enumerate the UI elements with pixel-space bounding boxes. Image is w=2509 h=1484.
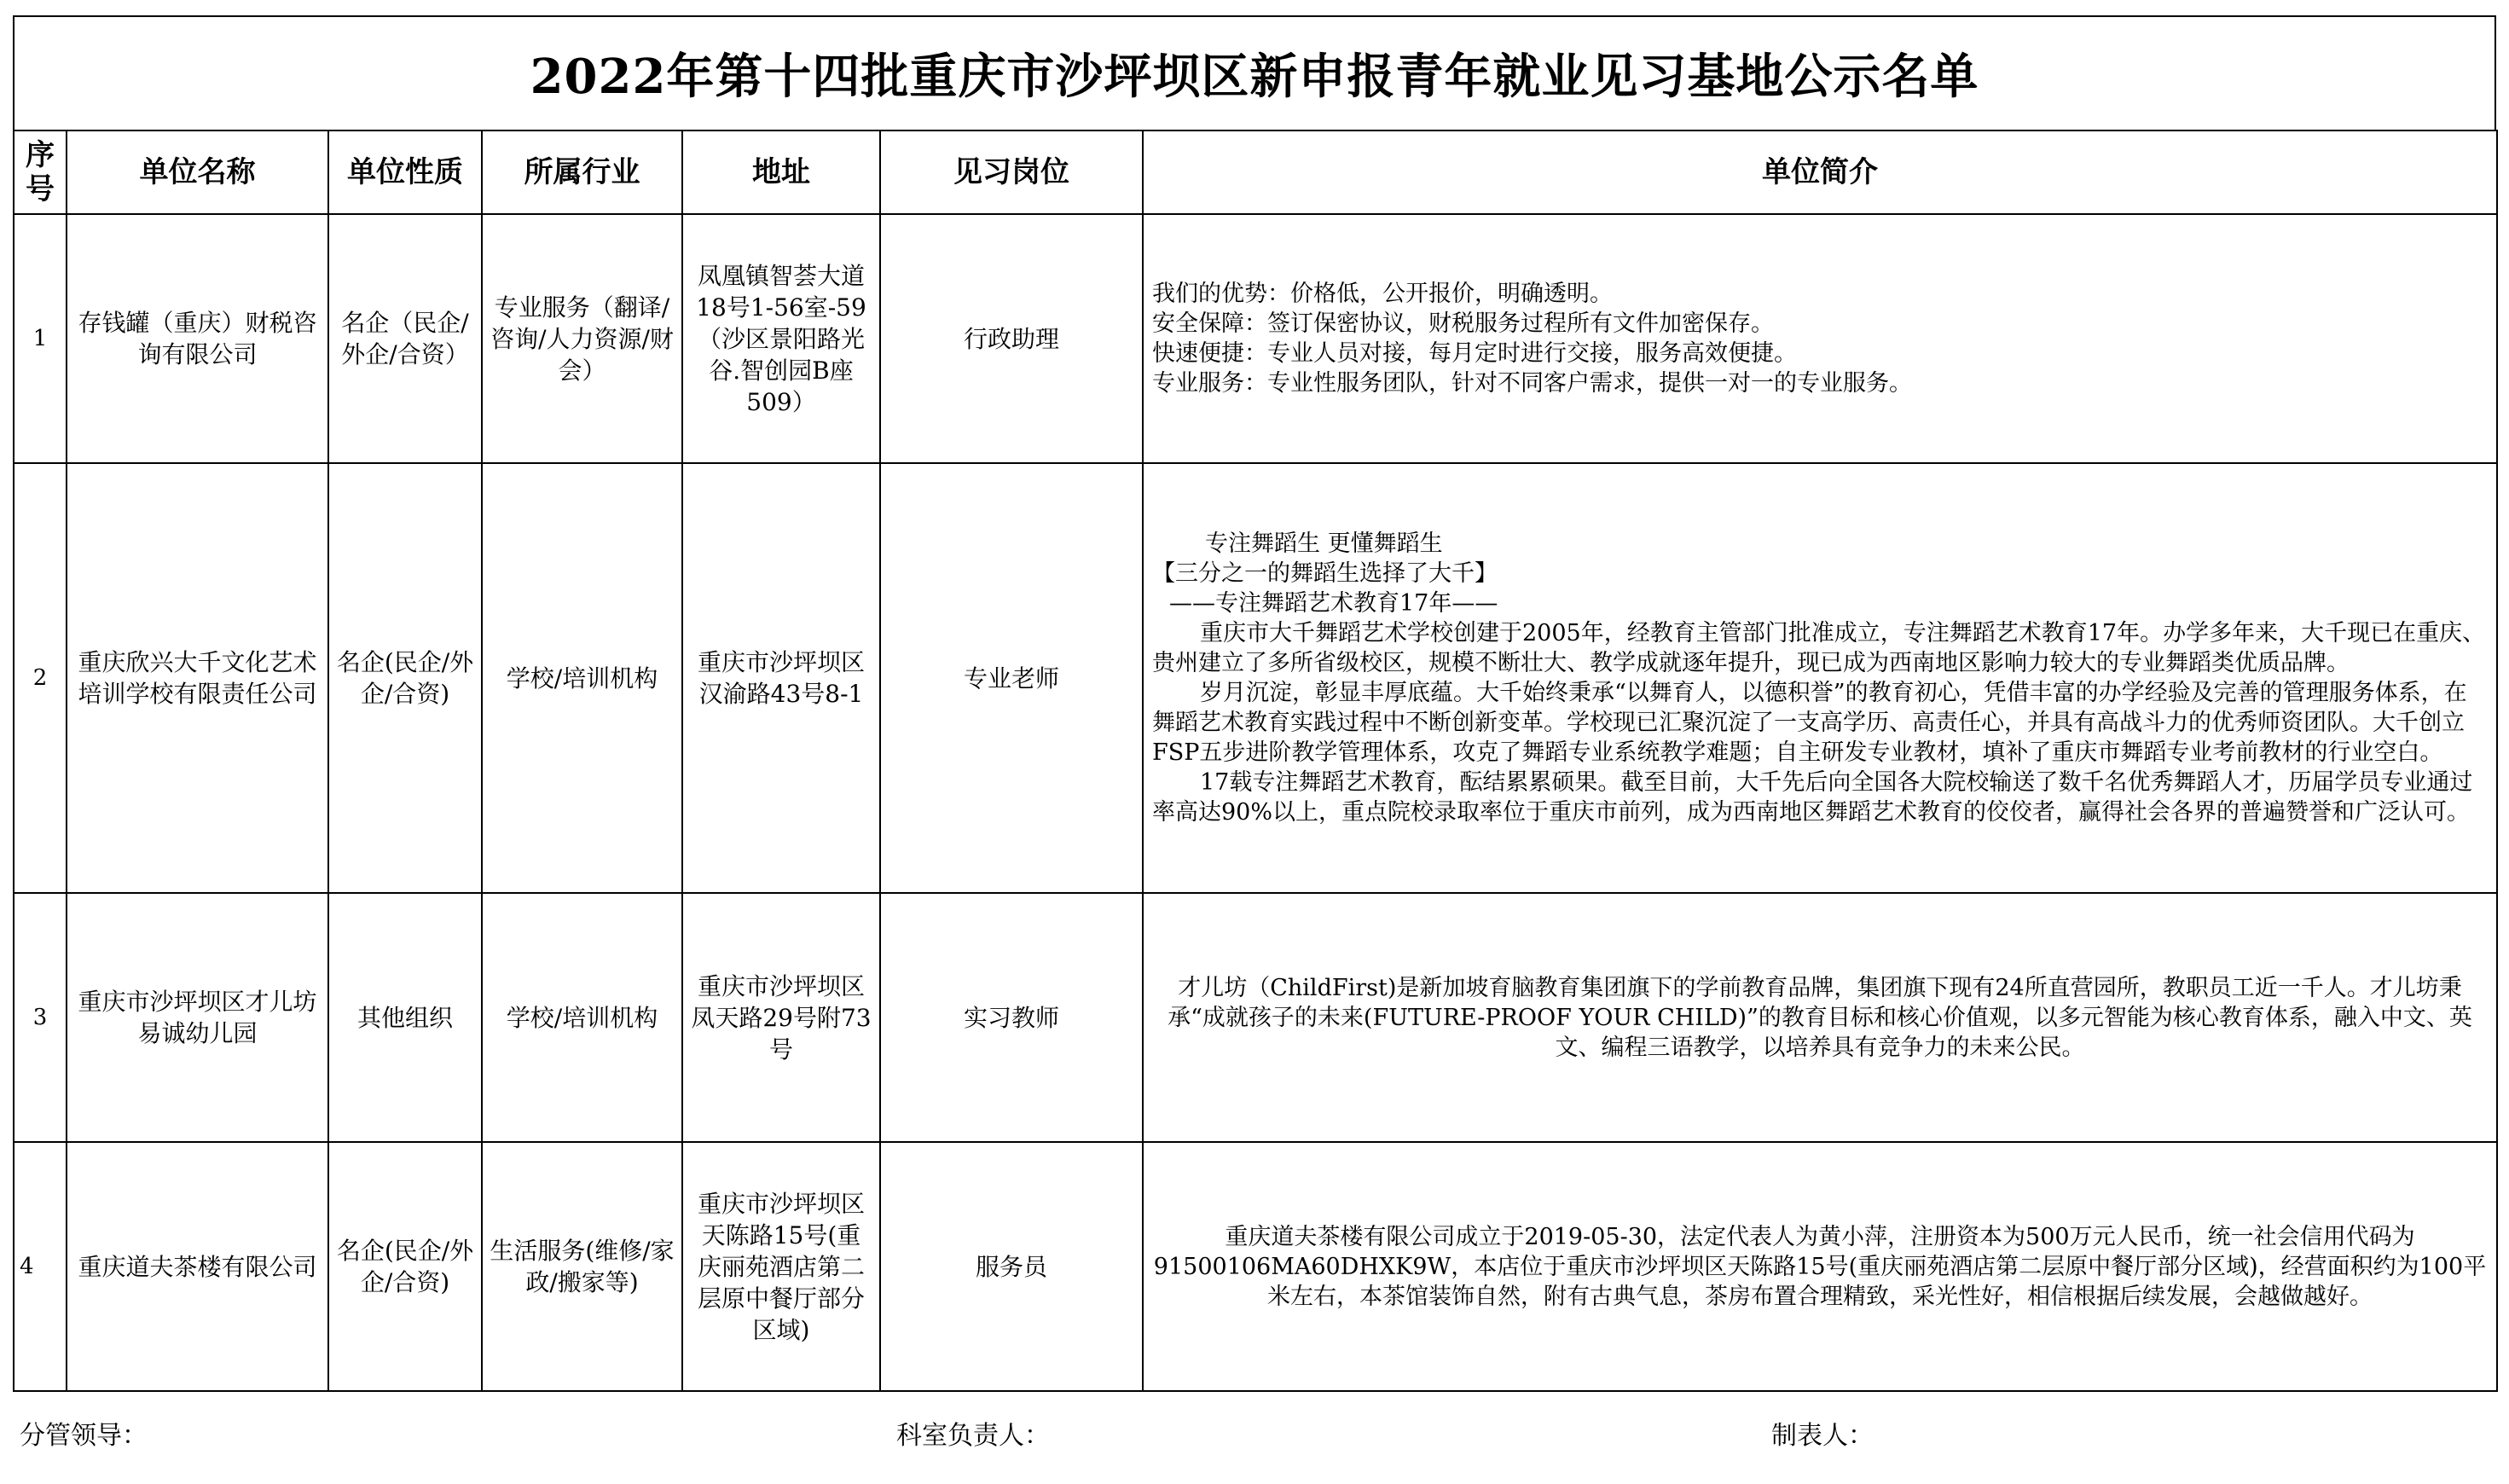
- row-nature: 名企(民企/外企/合资): [328, 463, 482, 893]
- row-index: 3: [14, 893, 67, 1142]
- table-row: [14, 214, 2497, 463]
- row-intro: [1143, 1142, 2497, 1391]
- intro-line: 快速便捷：专业人员对接，每月定时进行交接，服务高效便捷。: [1152, 340, 1797, 367]
- row-position: 服务员: [880, 1142, 1143, 1391]
- footer-section-head: 科室负责人：: [896, 1421, 1050, 1451]
- intro-line: 安全保障：签订保密协议，财税服务过程所有文件加密保存。: [1152, 310, 1774, 337]
- row-intro: [1143, 214, 2497, 463]
- row-name: 重庆市沙坪坝区才儿坊易诚幼儿园: [67, 893, 328, 1142]
- intro-line: ——专注舞蹈艺术教育17年——: [1169, 590, 1498, 617]
- row-name: 存钱罐（重庆）财税咨询有限公司: [67, 214, 328, 463]
- header-industry: 所属行业: [482, 130, 682, 214]
- document-title: 2022年第十四批重庆市沙坪坝区新申报青年就业见习基地公示名单: [13, 15, 2496, 130]
- row-position: 实习教师: [880, 893, 1143, 1142]
- header-position: 见习岗位: [880, 130, 1143, 214]
- row-nature: 名企(民企/外企/合资): [328, 1142, 482, 1391]
- row-address: 凤凰镇智荟大道18号1-56室-59（沙区景阳路光谷.智创园B座509）: [682, 214, 880, 463]
- footer-preparer: 制表人：: [1771, 1421, 1874, 1451]
- row-name: 重庆道夫茶楼有限公司: [67, 1142, 328, 1391]
- intro-line: 专业服务：专业性服务团队，针对不同客户需求，提供一对一的专业服务。: [1152, 370, 1912, 397]
- row-index: 2: [14, 463, 67, 893]
- table-row: [14, 1142, 2497, 1391]
- row-nature: 其他组织: [328, 893, 482, 1142]
- intro-line: 重庆市大千舞蹈艺术学校创建于2005年，经教育主管部门批准成立，专注舞蹈艺术教育17年。办学多年来，大千现已在重庆、贵州建立了多所省级校区，规模不断壮大、教学成就逐年提升，现已成为西南地区影响力较大的专业舞蹈类优质品牌。: [1152, 620, 2486, 676]
- row-name: 重庆欣兴大千文化艺术培训学校有限责任公司: [67, 463, 328, 893]
- row-nature: 名企（民企/外企/合资）: [328, 214, 482, 463]
- row-position: 行政助理: [880, 214, 1143, 463]
- row-industry: 生活服务(维修/家政/搬家等): [482, 1142, 682, 1391]
- signature-footer: [13, 1392, 2496, 1469]
- table-row: [14, 893, 2497, 1142]
- intro-line: 我们的优势：价格低，公开报价，明确透明。: [1152, 281, 1613, 307]
- header-address: 地址: [682, 130, 880, 214]
- row-position: 专业老师: [880, 463, 1143, 893]
- row-intro: [1143, 463, 2497, 893]
- header-row: [14, 130, 2497, 214]
- intro-line: 17载专注舞蹈艺术教育，酝结累累硕果。截至目前，大千先后向全国各大院校输送了数千名优秀舞蹈人才，历届学员专业通过率高达90%以上，重点院校录取率位于重庆市前列，成为西南地区舞蹈艺术教育的佼佼者，赢得社会各界的普遍赞誉和广泛认可。: [1152, 769, 2473, 826]
- row-intro: [1143, 893, 2497, 1142]
- intro-line: 才儿坊（ChildFirst)是新加坡育脑教育集团旗下的学前教育品牌，集团旗下现有24所直营园所，教职员工近一千人。才儿坊秉承“成就孩子的未来(FUTURE-PROOF YOUR CHILD)”的教育目标和核心价值观，以多元智能为核心教育体系，融入中文、英文、编程三语教学，以培养具有竞争力的未来公民。: [1168, 974, 2472, 1061]
- listing-table: [13, 130, 2498, 1392]
- row-industry: 学校/培训机构: [482, 893, 682, 1142]
- row-address: 重庆市沙坪坝区天陈路15号(重庆丽苑酒店第二层原中餐厅部分区域): [682, 1142, 880, 1391]
- row-index: 4: [14, 1142, 67, 1391]
- row-address: 重庆市沙坪坝区汉渝路43号8-1: [682, 463, 880, 893]
- footer-leader: 分管领导：: [20, 1421, 148, 1451]
- row-index: 1: [14, 214, 67, 463]
- row-industry: 学校/培训机构: [482, 463, 682, 893]
- row-address: 重庆市沙坪坝区凤天路29号附73号: [682, 893, 880, 1142]
- row-industry: 专业服务（翻译/咨询/人力资源/财会）: [482, 214, 682, 463]
- header-name: 单位名称: [67, 130, 328, 214]
- document-sheet: [13, 15, 2496, 1469]
- intro-line: 重庆道夫茶楼有限公司成立于2019-05-30，法定代表人为黄小萍，注册资本为500万元人民币，统一社会信用代码为91500106MA60DHXK9W，本店位于重庆市沙坪坝区天陈路15号(重庆丽苑酒店第二层原中餐厅部分区域)，经营面积约为100平米左右，本茶馆装饰自然，附有古典气息，茶房布置合理精致，采光性好，相信根据后续发展，会越做越好。: [1153, 1223, 2487, 1310]
- intro-line: 岁月沉淀，彰显丰厚底蕴。大千始终秉承“以舞育人，以德积誉”的教育初心，凭借丰富的办学经验及完善的管理服务体系，在舞蹈艺术教育实践过程中不断创新变革。学校现已汇聚沉淀了一支高学历、高责任心，并具有高战斗力的优秀师资团队。大千创立FSP五步进阶教学管理体系，攻克了舞蹈专业系统教学难题；自主研发专业教材，填补了重庆市舞蹈专业考前教材的行业空白。: [1152, 680, 2467, 766]
- header-intro: 单位简介: [1143, 130, 2497, 214]
- intro-line: 【三分之一的舞蹈生选择了大千】: [1152, 560, 1498, 587]
- header-index: 序号: [14, 130, 67, 214]
- intro-line: 专注舞蹈生 更懂舞蹈生: [1205, 530, 1443, 557]
- header-nature: 单位性质: [328, 130, 482, 214]
- table-row: [14, 463, 2497, 893]
